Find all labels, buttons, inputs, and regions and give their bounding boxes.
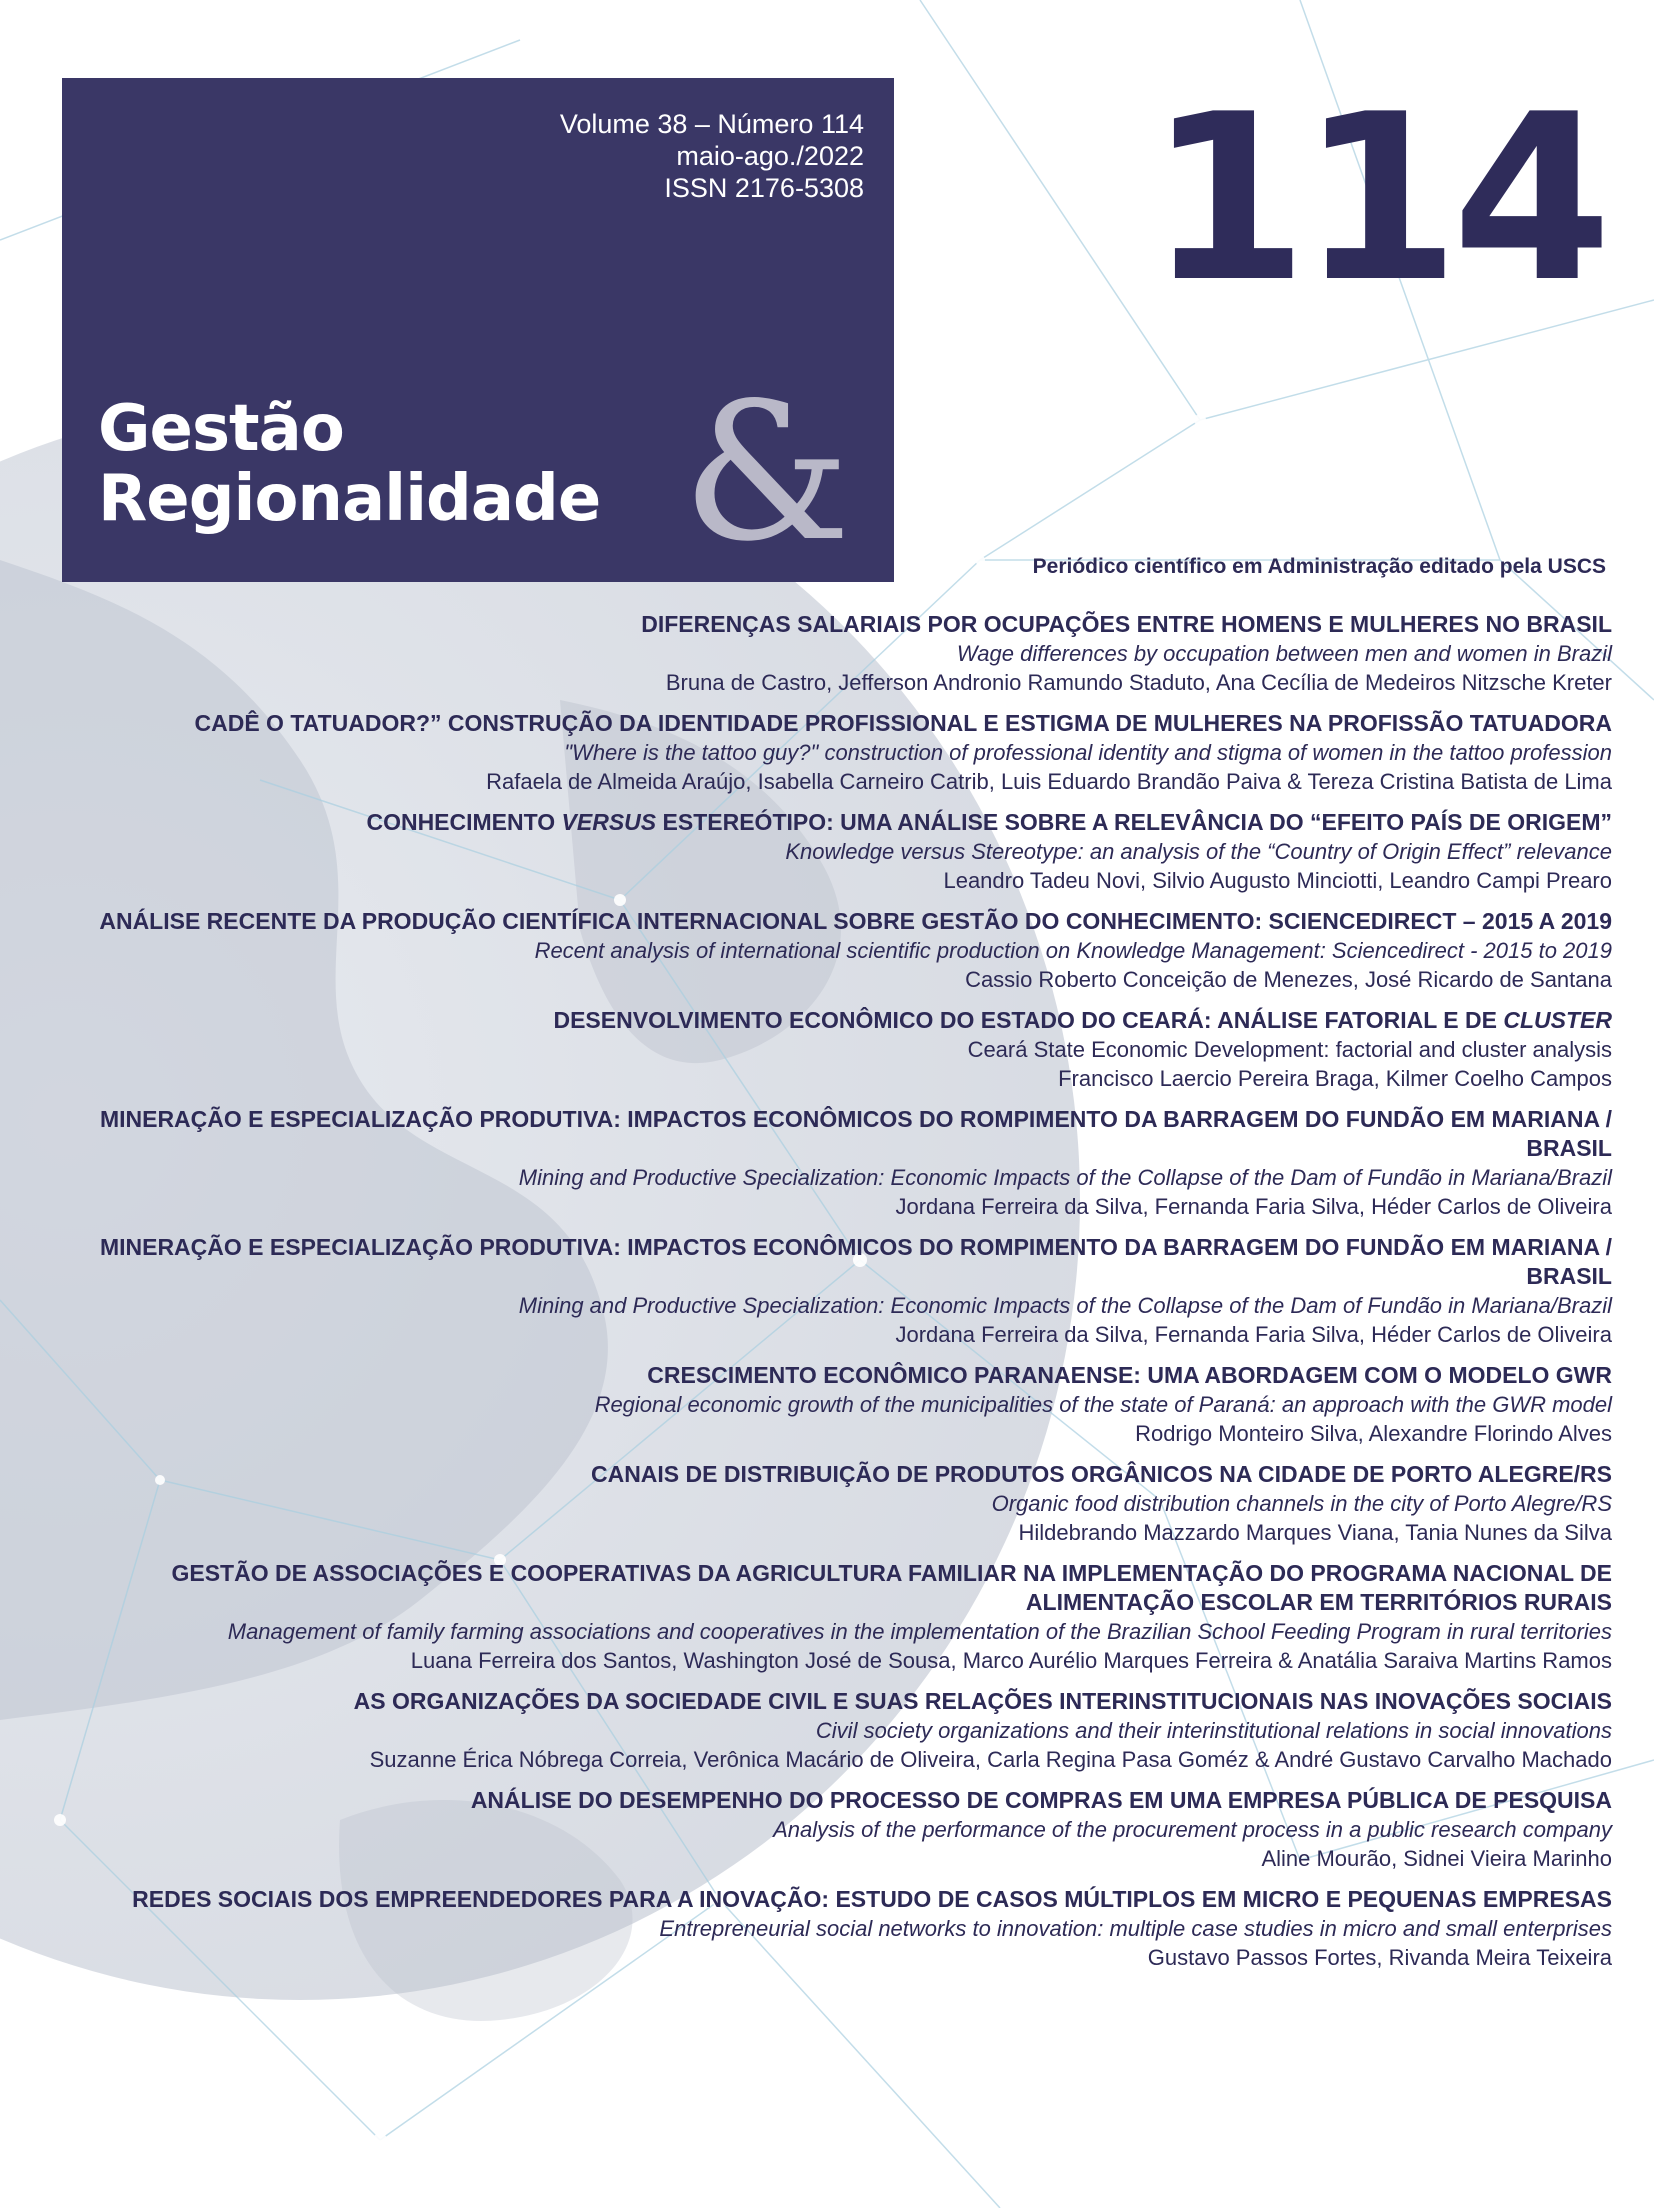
publisher-note: Periódico científico em Administração editado pela USCS [1032,555,1606,578]
logo-word-regionalidade: Regionalidade [98,462,601,536]
article-subtitle: Management of family farming associations and cooperatives in the implementation of the Brazilian School Feeding Program in rural territories [227,1619,1612,1644]
article-entry [20,1786,1612,1873]
article-title: CRESCIMENTO ECONÔMICO PARANAENSE: UMA ABORDAGEM COM O MODELO GWR [647,1362,1612,1388]
article-authors: Rafaela de Almeida Araújo, Isabella Carneiro Catrib, Luis Eduardo Brandão Paiva & Tereza Cristina Batista de Lima [486,769,1612,794]
article-authors: Francisco Laercio Pereira Braga, Kilmer Coelho Campos [1058,1066,1612,1091]
logo-word-gestao: Gestão [98,392,344,466]
period-label: maio-ago./2022 [676,141,864,171]
article-entry [20,1006,1612,1093]
article-entry [20,1559,1612,1675]
article-authors: Bruna de Castro, Jefferson Andronio Ramundo Staduto, Ana Cecília de Medeiros Nitzsche Kreter [665,670,1612,695]
article-title [20,808,1612,837]
article-subtitle: Analysis of the performance of the procurement process in a public research company [773,1817,1612,1842]
article-title: CANAIS DE DISTRIBUIÇÃO DE PRODUTOS ORGÂNICOS NA CIDADE DE PORTO ALEGRE/RS [590,1461,1612,1487]
article-authors: Rodrigo Monteiro Silva, Alexandre Florindo Alves [1135,1421,1612,1446]
article-title-part: DESENVOLVIMENTO ECONÔMICO DO ESTADO DO CEARÁ: ANÁLISE FATORIAL E DE [553,1007,1504,1033]
article-entry [20,1233,1612,1349]
article-subtitle: Civil society organizations and their interinstitutional relations in social innovations [815,1718,1612,1743]
article-entry [20,1687,1612,1774]
article-title-emphasis: CLUSTER [1503,1007,1612,1033]
article-title: ANÁLISE DO DESEMPENHO DO PROCESSO DE COMPRAS EM UMA EMPRESA PÚBLICA DE PESQUISA [470,1787,1612,1813]
journal-logo [98,394,600,534]
article-title-part: ESTEREÓTIPO: UMA ANÁLISE SOBRE A RELEVÂNCIA DO “EFEITO PAÍS DE ORIGEM” [656,809,1612,835]
article-title: MINERAÇÃO E ESPECIALIZAÇÃO PRODUTIVA: IMPACTOS ECONÔMICOS DO ROMPIMENTO DA BARRAGEM DO FUNDÃO EM MARIANA / BRASIL [99,1106,1612,1161]
article-subtitle: Ceará State Economic Development: factorial and cluster analysis [967,1037,1612,1062]
article-authors: Jordana Ferreira da Silva, Fernanda Faria Silva, Héder Carlos de Oliveira [895,1194,1612,1219]
issue-number: 114 [1148,66,1605,333]
article-title: GESTÃO DE ASSOCIAÇÕES E COOPERATIVAS DA AGRICULTURA FAMILIAR NA IMPLEMENTAÇÃO DO PROGRAMA NACIONAL DE ALIMENTAÇÃO ESCOLAR EM TERRITÓRIOS RURAIS [171,1560,1612,1615]
article-title-part: CONHECIMENTO [366,809,562,835]
article-authors: Luana Ferreira dos Santos, Washington José de Sousa, Marco Aurélio Marques Ferreira & Anatália Saraiva Martins Ramos [410,1648,1612,1673]
issue-info [560,108,864,204]
article-authors: Aline Mourão, Sidnei Vieira Marinho [1261,1846,1612,1871]
article-subtitle: Knowledge versus Stereotype: an analysis of the “Country of Origin Effect” relevance [785,839,1612,864]
article-entry [20,907,1612,994]
article-authors: Jordana Ferreira da Silva, Fernanda Faria Silva, Héder Carlos de Oliveira [895,1322,1612,1347]
article-authors: Leandro Tadeu Novi, Silvio Augusto Minciotti, Leandro Campi Prearo [943,868,1612,893]
article-title: AS ORGANIZAÇÕES DA SOCIEDADE CIVIL E SUAS RELAÇÕES INTERINSTITUCIONAIS NAS INOVAÇÕES SOCIAIS [353,1688,1612,1714]
article-entry [20,1460,1612,1547]
table-of-contents [20,610,1612,1984]
article-subtitle: Organic food distribution channels in the city of Porto Alegre/RS [991,1491,1612,1516]
article-authors: Suzanne Érica Nóbrega Correia, Verônica Macário de Oliveira, Carla Regina Pasa Goméz & André Gustavo Carvalho Machado [369,1747,1612,1772]
article-subtitle: Entrepreneurial social networks to innovation: multiple case studies in micro and small enterprises [659,1916,1612,1941]
article-title [20,1006,1612,1035]
article-subtitle: "Where is the tattoo guy?" construction of professional identity and stigma of women in the tattoo profession [564,740,1612,765]
article-entry [20,1105,1612,1221]
volume-label: Volume 38 – Número 114 [559,109,864,139]
article-subtitle: Regional economic growth of the municipalities of the state of Paraná: an approach with the GWR model [594,1392,1612,1417]
article-entry [20,1361,1612,1448]
article-subtitle: Mining and Productive Specialization: Economic Impacts of the Collapse of the Dam of Fundão in Mariana/Brazil [518,1165,1612,1190]
article-title: CADÊ O TATUADOR?” CONSTRUÇÃO DA IDENTIDADE PROFISSIONAL E ESTIGMA DE MULHERES NA PROFISSÃO TATUADORA [194,710,1612,736]
article-title: REDES SOCIAIS DOS EMPREENDEDORES PARA A INOVAÇÃO: ESTUDO DE CASOS MÚLTIPLOS EM MICRO E PEQUENAS EMPRESAS [132,1886,1612,1912]
article-title-emphasis: VERSUS [561,809,657,835]
logo-ampersand: & [682,362,852,583]
article-subtitle: Mining and Productive Specialization: Economic Impacts of the Collapse of the Dam of Fundão in Mariana/Brazil [518,1293,1612,1318]
article-title: ANÁLISE RECENTE DA PRODUÇÃO CIENTÍFICA INTERNACIONAL SOBRE GESTÃO DO CONHECIMENTO: SCIENCEDIRECT – 2015 A 2019 [99,908,1612,934]
masthead-panel [62,78,894,582]
article-subtitle: Wage differences by occupation between men and women in Brazil [956,641,1612,666]
article-subtitle: Recent analysis of international scientific production on Knowledge Management: Sciencedirect - 2015 to 2019 [534,938,1612,963]
article-authors: Cassio Roberto Conceição de Menezes, José Ricardo de Santana [965,967,1612,992]
article-authors: Hildebrando Mazzardo Marques Viana, Tania Nunes da Silva [1018,1520,1612,1545]
article-title: DIFERENÇAS SALARIAIS POR OCUPAÇÕES ENTRE HOMENS E MULHERES NO BRASIL [641,611,1612,637]
article-entry [20,1885,1612,1972]
issn-label: ISSN 2176-5308 [664,173,864,203]
article-entry [20,709,1612,796]
article-entry [20,610,1612,697]
article-title: MINERAÇÃO E ESPECIALIZAÇÃO PRODUTIVA: IMPACTOS ECONÔMICOS DO ROMPIMENTO DA BARRAGEM DO FUNDÃO EM MARIANA / BRASIL [99,1234,1612,1289]
article-authors: Gustavo Passos Fortes, Rivanda Meira Teixeira [1147,1945,1612,1970]
article-entry [20,808,1612,895]
